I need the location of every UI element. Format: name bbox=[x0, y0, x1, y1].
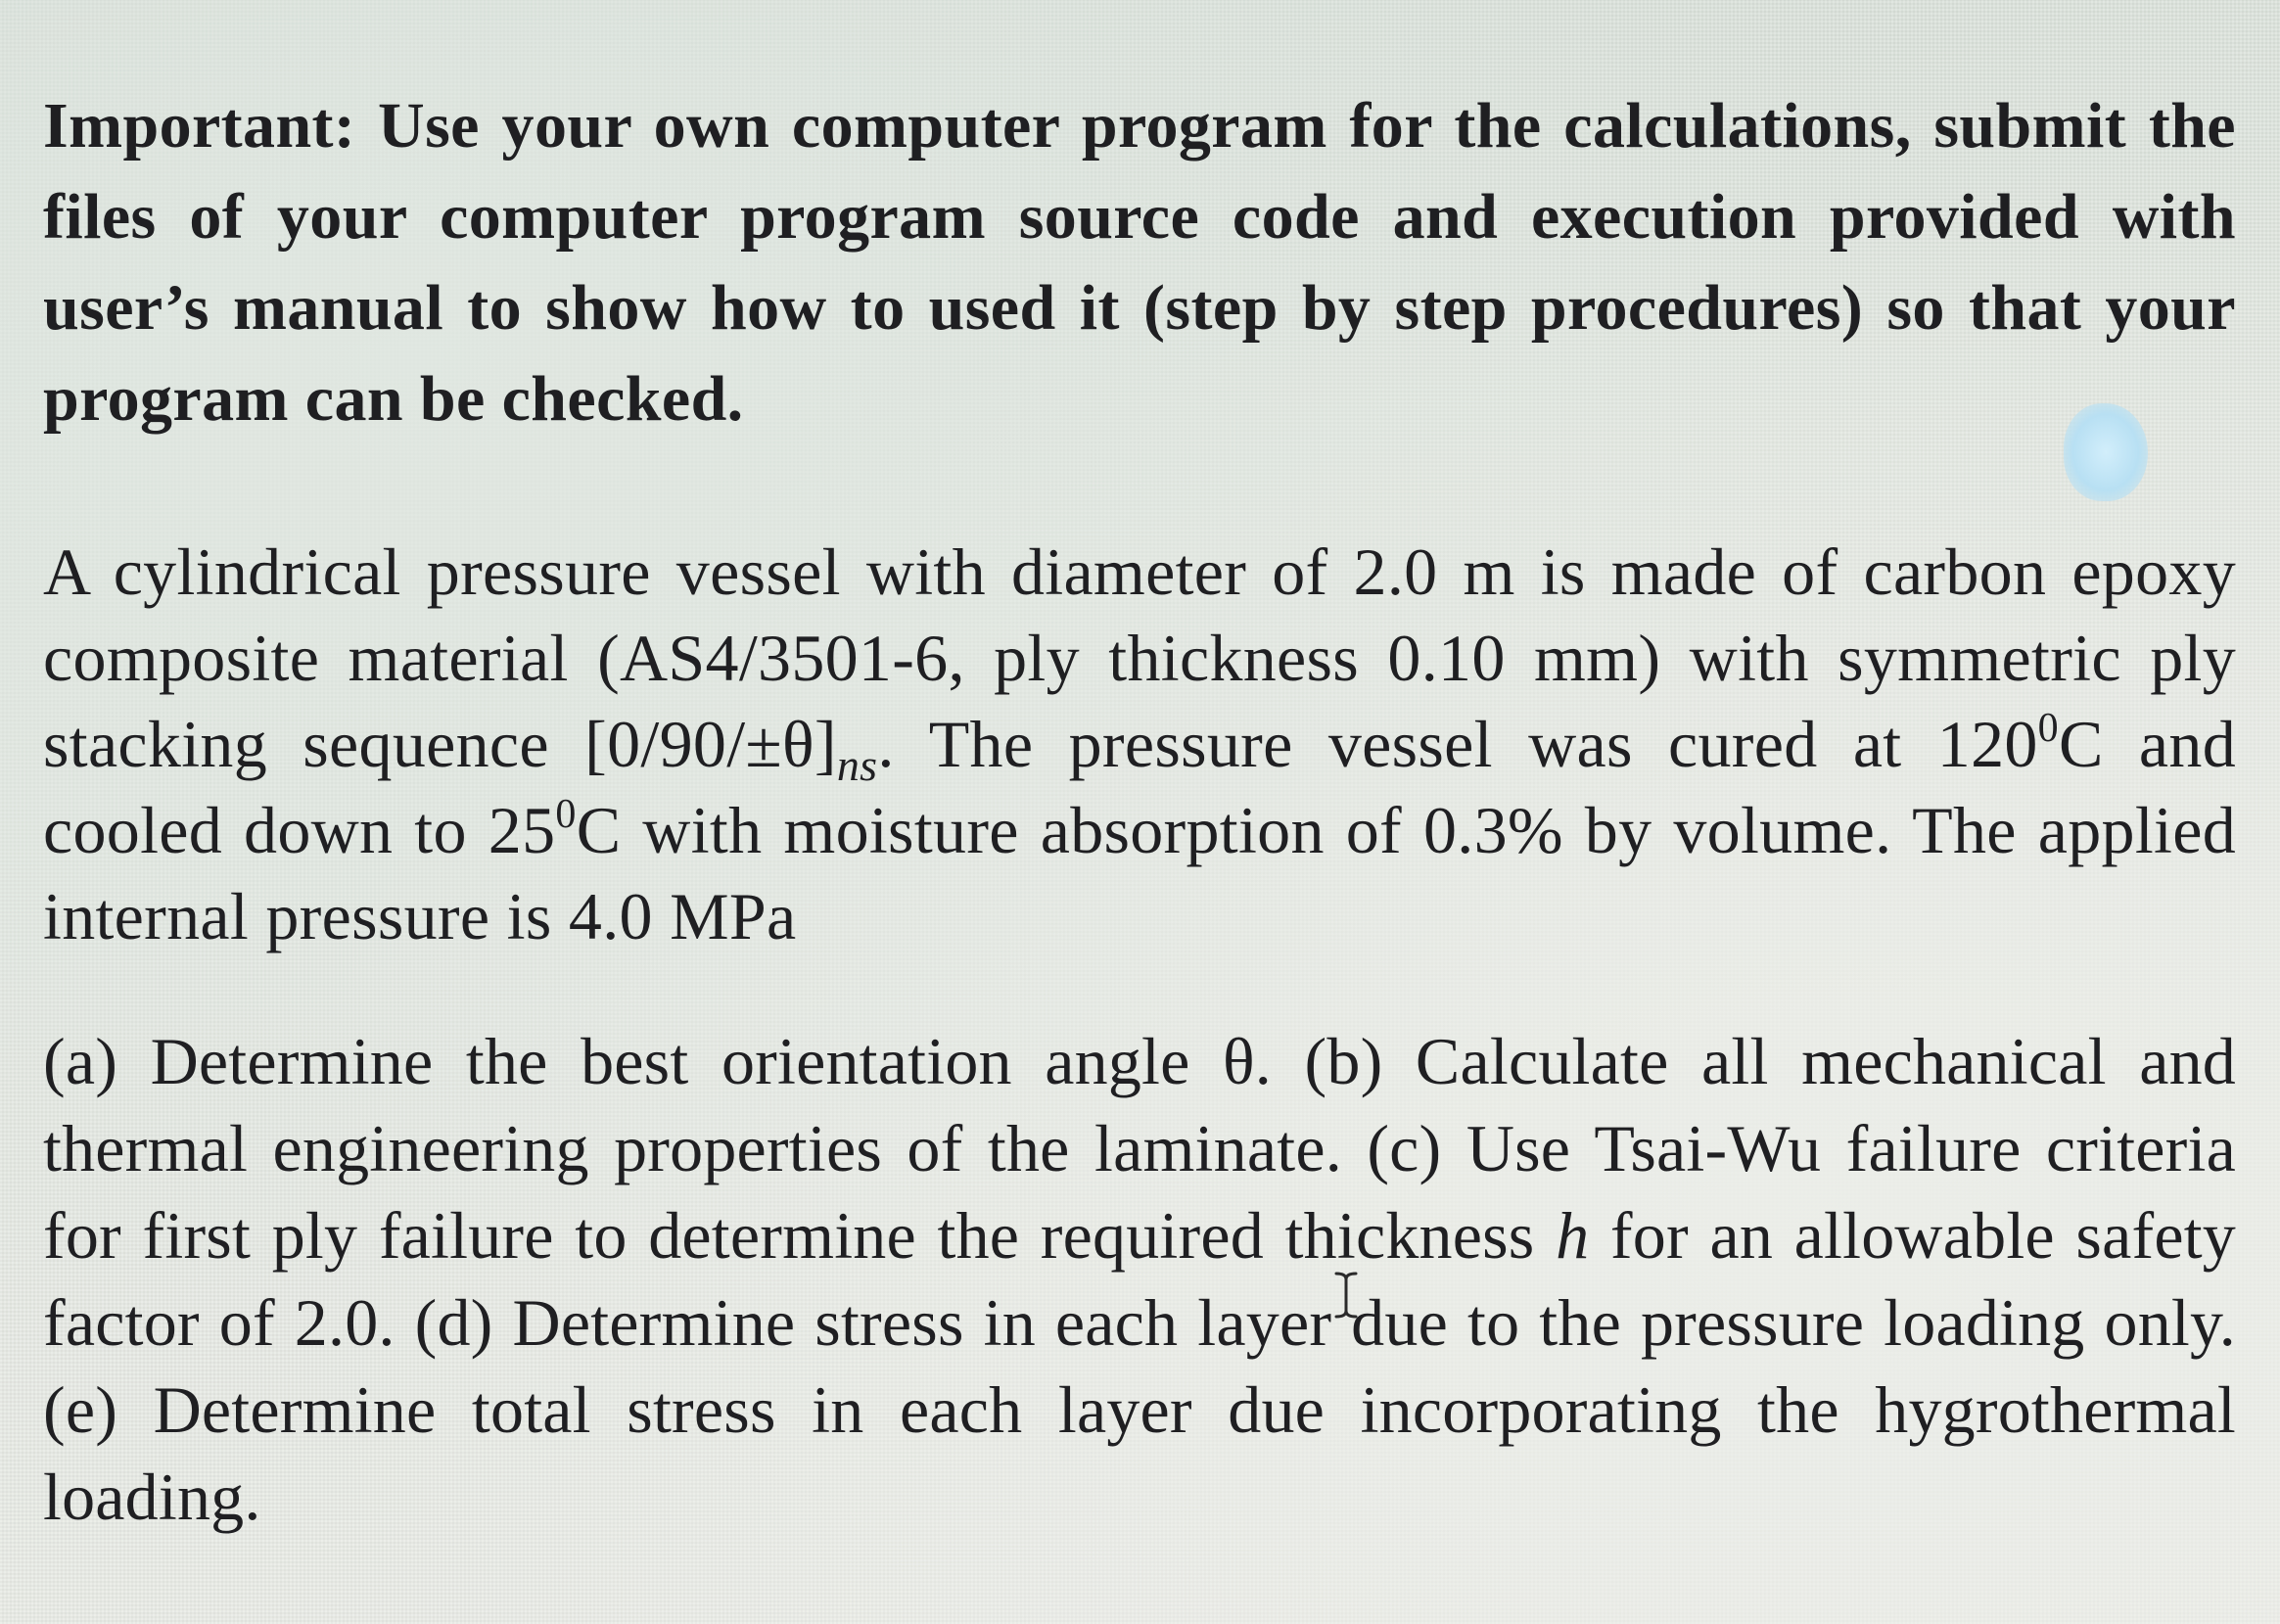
problem-statement bbox=[43, 529, 2236, 959]
questions-text-1: (a) Determine the best orientation angle θ. (b) Calculate all mechanical and thermal engineering properties of the laminate. (c) Use Tsai-Wu failure criteria for first ply failure to determine the required thickness bbox=[43, 1024, 2236, 1273]
problem-text-3: C and cooled down to 25 bbox=[43, 707, 2236, 867]
degree-superscript-cool: 0 bbox=[555, 792, 577, 837]
problem-text-2: . The pressure vessel was cured at 120 bbox=[877, 707, 2038, 781]
important-label: Important: bbox=[43, 90, 356, 162]
question-list bbox=[43, 1018, 2236, 1541]
degree-superscript-cure: 0 bbox=[2037, 706, 2059, 751]
thickness-variable: h bbox=[1556, 1198, 1590, 1273]
important-note bbox=[43, 80, 2236, 444]
problem-text-4: C with moisture absorption of 0.3% by volume. The applied internal pressure is 4.0 MPa bbox=[43, 793, 2236, 953]
important-text: Use your own computer program for the calculations, submit the files of your computer program source code and execution provided with user’s manual to show how to used it (step by step procedures) so that your program can be checked. bbox=[43, 90, 2237, 435]
problem-text-1: A cylindrical pressure vessel with diameter of 2.0 m is made of carbon epoxy composite material (AS4/3501-6, ply thickness 0.10 mm) with symmetric ply stacking sequence [0/90/±θ] bbox=[43, 534, 2236, 781]
text-cursor-icon bbox=[1331, 1271, 1361, 1320]
questions-text-2: for an allowable safety factor of 2.0. (d) Determine stress in each layer due to the pressure loading only. (e) Determine total stress in each layer due incorporating the hygrothermal loading. bbox=[43, 1198, 2236, 1534]
stacking-subscript: ns bbox=[836, 740, 878, 790]
